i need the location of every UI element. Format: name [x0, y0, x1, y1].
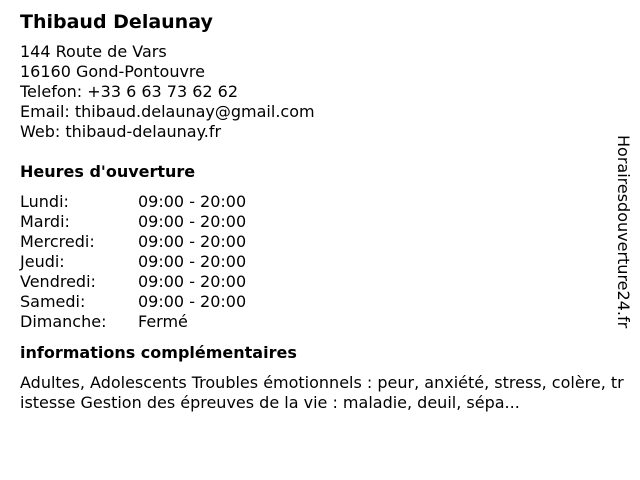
time-range: 09:00 - 20:00	[138, 292, 247, 311]
day-label: Dimanche:	[20, 312, 107, 331]
hours-row-monday	[20, 192, 610, 212]
day-label: Mercredi:	[20, 232, 95, 251]
day-label: Lundi:	[20, 192, 69, 211]
business-name: Thibaud Delaunay	[20, 11, 213, 33]
additional-info-text: Adultes, Adolescents Troubles émotionnels : peur, anxiété, stress, colère, tristesse Gestion des épreuves de la vie : maladie, deuil, sépa...	[20, 373, 624, 412]
address-street: 144 Route de Vars	[20, 42, 167, 61]
opening-hours-title: Heures d'ouverture	[20, 162, 196, 181]
opening-hours-table	[20, 192, 610, 332]
time-range: Fermé	[138, 312, 188, 331]
time-range: 09:00 - 20:00	[138, 212, 247, 231]
hours-row-thursday	[20, 252, 610, 272]
day-label: Samedi:	[20, 292, 86, 311]
day-label: Mardi:	[20, 212, 70, 231]
time-range: 09:00 - 20:00	[138, 252, 247, 271]
website: Web: thibaud-delaunay.fr	[20, 122, 222, 141]
hours-row-wednesday	[20, 232, 610, 252]
address-city: 16160 Gond-Pontouvre	[20, 62, 205, 81]
phone-number: Telefon: +33 6 63 73 62 62	[20, 82, 239, 101]
hours-row-sunday	[20, 312, 610, 332]
hours-row-saturday	[20, 292, 610, 312]
day-label: Vendredi:	[20, 272, 96, 291]
watermark-site: Horairesdouverture24.fr	[614, 135, 633, 329]
day-label: Jeudi:	[20, 252, 65, 271]
email-address: Email: thibaud.delaunay@gmail.com	[20, 102, 315, 121]
time-range: 09:00 - 20:00	[138, 272, 247, 291]
hours-row-friday	[20, 272, 610, 292]
additional-info-title: informations complémentaires	[20, 343, 297, 362]
time-range: 09:00 - 20:00	[138, 192, 247, 211]
time-range: 09:00 - 20:00	[138, 232, 247, 251]
hours-row-tuesday	[20, 212, 610, 232]
